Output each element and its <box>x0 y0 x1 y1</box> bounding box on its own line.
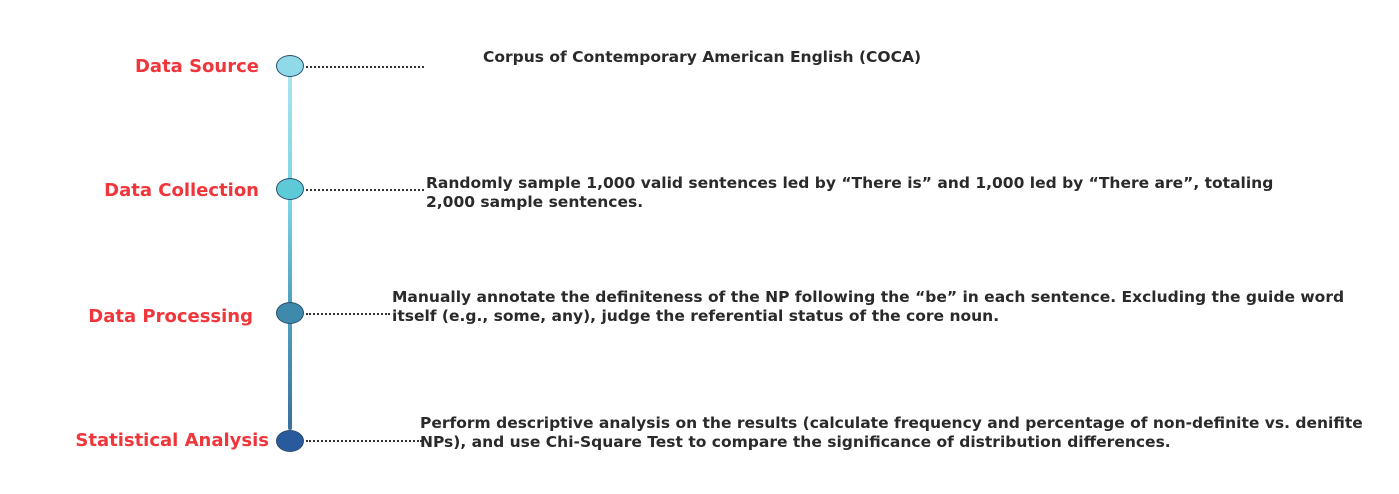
connector-data-processing <box>306 313 390 315</box>
step-description-data-source: Corpus of Contemporary American English (COCA) <box>482 48 922 66</box>
timeline-line-segment-1 <box>288 75 292 180</box>
step-node-statistical-analysis <box>276 430 304 452</box>
step-label-data-collection: Data Collection <box>104 180 259 201</box>
step-label-statistical-analysis: Statistical Analysis <box>75 430 269 451</box>
timeline-line-segment-2 <box>288 198 292 304</box>
step-node-data-processing <box>276 302 304 324</box>
step-label-data-source: Data Source <box>134 56 259 77</box>
step-node-data-source <box>276 55 304 77</box>
step-description-statistical-analysis: Perform descriptive analysis on the results (calculate frequency and percentage of non-definite vs. denifite NPs), and use Chi-Square Test to compare the significance of distribution differences. <box>420 414 1363 451</box>
step-node-data-collection <box>276 178 304 200</box>
step-description-data-collection: Randomly sample 1,000 valid sentences led by “There is” and 1,000 led by “There are”, totaling 2,000 sample sentences. <box>426 174 1274 211</box>
step-description-data-processing: Manually annotate the definiteness of the NP following the “be” in each sentence. Excluding the guide word itself (e.g., some, any), judge the referential status of the core noun. <box>392 288 1345 325</box>
connector-statistical-analysis <box>306 440 422 442</box>
step-label-data-processing: Data Processing <box>88 306 253 327</box>
timeline-line-segment-3 <box>288 322 292 430</box>
connector-data-collection <box>306 189 424 191</box>
connector-data-source <box>306 66 424 68</box>
